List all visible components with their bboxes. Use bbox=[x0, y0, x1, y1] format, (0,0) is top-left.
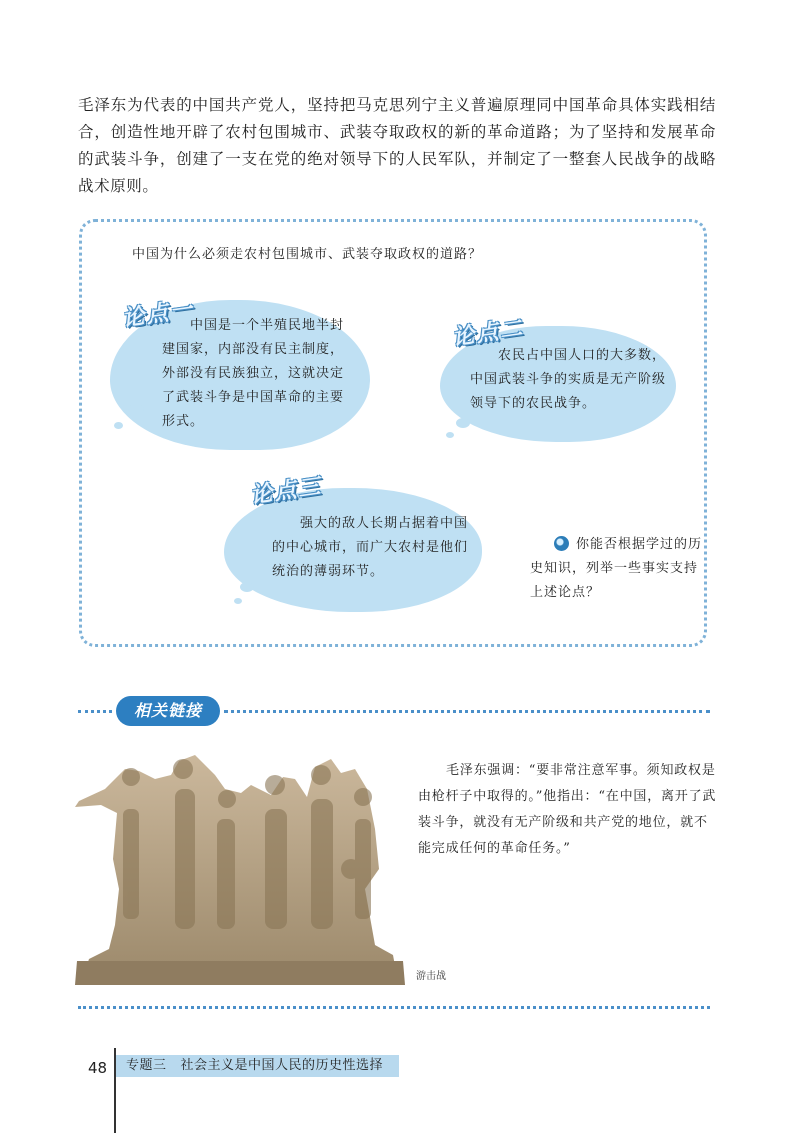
argument-title-2: 论点二 bbox=[450, 316, 526, 351]
related-bottom-divider bbox=[78, 1006, 710, 1009]
related-top-divider-right bbox=[224, 710, 710, 713]
related-quote: 毛泽东强调：“要非常注意军事。须知政权是由枪杆子中取得的。”他指出：“在中国，离开了武装斗争，就没有无产阶级和共产党的地位，就不能完成任何的革命任务。” bbox=[418, 763, 717, 856]
argument-title-1: 论点一 bbox=[120, 297, 196, 332]
page-number: 48 bbox=[88, 1059, 108, 1077]
footer-topic: 专题三 bbox=[126, 1058, 167, 1073]
discussion-question: 中国为什么必须走农村包围城市、武装夺取政权的道路？ bbox=[132, 247, 483, 262]
image-caption: 游击战 bbox=[416, 971, 446, 982]
chapter-footer bbox=[116, 1055, 399, 1077]
intro-paragraph: 毛泽东为代表的中国共产党人，坚持把马克思列宁主义普遍原理同中国革命具体实践相结合，创造性地开辟了农村包围城市、武装夺取政权的新的革命道路；为了坚持和发展革命的武装斗争，创建了一支在党的绝对领导下的人民军队，并制定了一整套人民战争的战略战术原则。 bbox=[78, 96, 716, 195]
guerrilla-relief-image bbox=[75, 749, 405, 985]
related-link-tab: 相关链接 bbox=[116, 696, 220, 726]
argument-text-3: 强大的敌人长期占据着中国的中心城市，而广大农村是他们统治的薄弱环节。 bbox=[272, 516, 469, 579]
related-top-divider-left bbox=[78, 710, 112, 713]
argument-text-2: 农民占中国人口的大多数，中国武装斗争的实质是无产阶级领导下的农民战争。 bbox=[470, 348, 667, 411]
argument-text-1: 中国是一个半殖民地半封建国家，内部没有民主制度，外部没有民族独立，这就决定了武装斗争是中国革命的主要形式。 bbox=[162, 318, 345, 429]
footer-title: 社会主义是中国人民的历史性选择 bbox=[180, 1058, 384, 1073]
argument-title-3: 论点三 bbox=[248, 474, 324, 509]
discussion-hint: 你能否根据学过的历史知识，列举一些事实支持上述论点？ bbox=[530, 537, 703, 600]
